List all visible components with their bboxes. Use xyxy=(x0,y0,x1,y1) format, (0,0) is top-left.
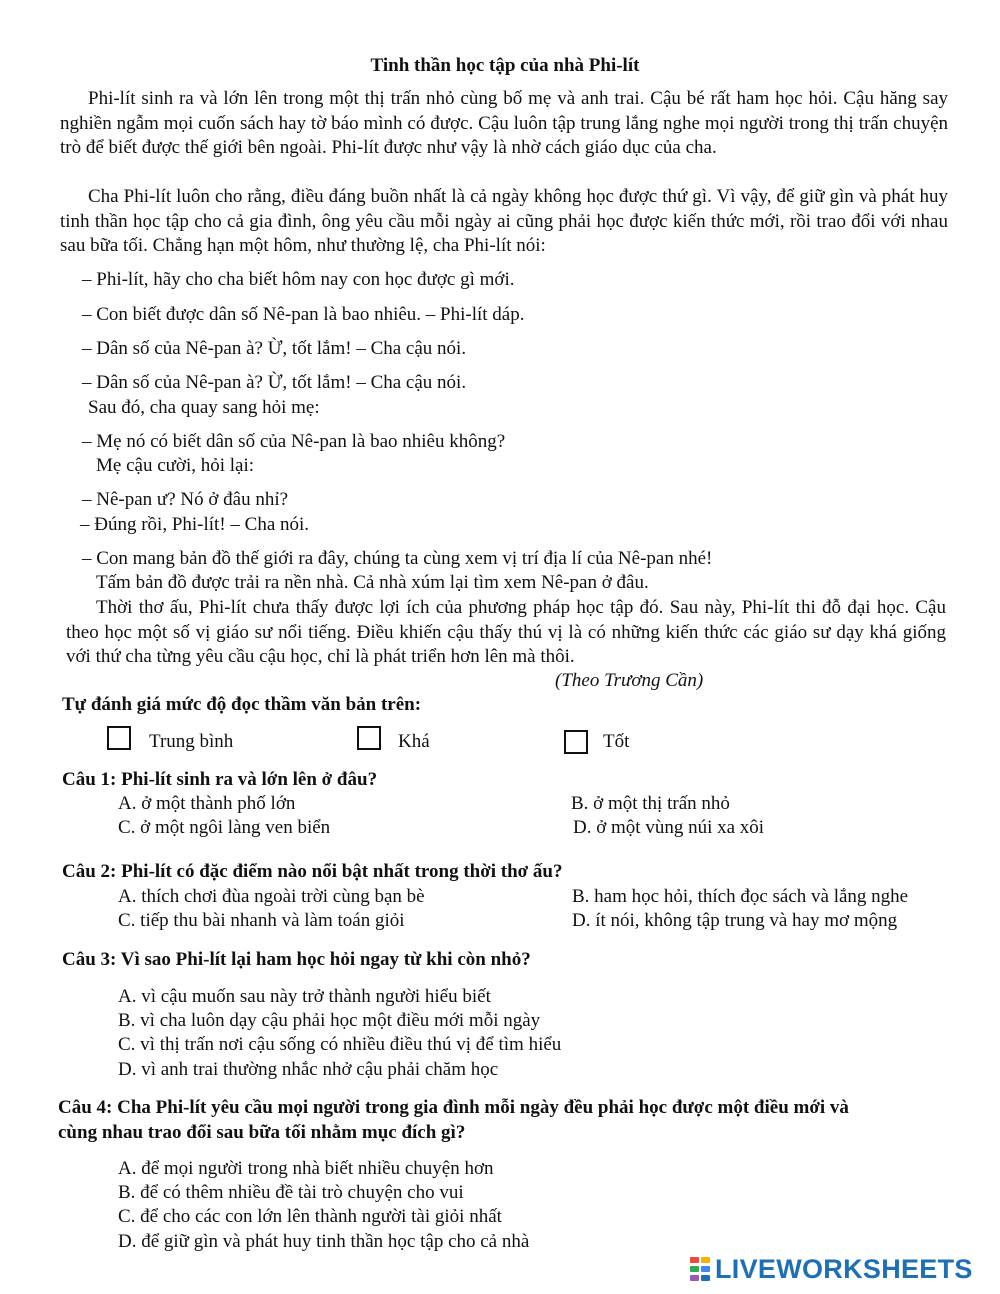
dialogue-line-7: – Đúng rồi, Phi-lít! – Cha nói. xyxy=(80,514,310,535)
narration-line-3: Tấm bản đồ được trải ra nền nhà. Cả nhà xúm lại tìm xem Nê-pan ở đâu. xyxy=(96,572,649,593)
question-2: Câu 2: Phi-lít có đặc điểm nào nổi bật nhất trong thời thơ ấu? xyxy=(62,861,563,882)
dialogue-line-3: – Dân số của Nê-pan à? Ừ, tốt lắm! – Cha cậu nói. xyxy=(82,338,467,359)
q2-answer-d[interactable]: D. ít nói, không tập trung và hay mơ mộng xyxy=(572,910,898,931)
narration-line-2: Mẹ cậu cười, hỏi lại: xyxy=(96,455,255,476)
q4-answer-a[interactable]: A. để mọi người trong nhà biết nhiều chuyện hơn xyxy=(118,1158,494,1179)
self-assessment-heading: Tự đánh giá mức độ đọc thầm văn bản trên: xyxy=(62,694,422,715)
q1-answer-b[interactable]: B. ở một thị trấn nhỏ xyxy=(571,793,730,814)
story-paragraph-3: Thời thơ ấu, Phi-lít chưa thấy được lợi ích của phương pháp học tập đó. Sau này, Phi-lít thi đỗ đại học. Cậu theo học một số vị giáo sư nổi tiếng. Điều khiến cậu thấy thú vị là có những kiến thức các giáo sư dạy khá giống với thứ cha từng yêu cầu cậu học, chỉ là phát triển hơn lên mà thôi. xyxy=(66,597,946,667)
story-paragraph-1: Phi-lít sinh ra và lớn lên trong một thị trấn nhỏ cùng bố mẹ và anh trai. Cậu bé rất ham học hỏi. Cậu hăng say nghiền ngẫm mọi cuốn sách hay tờ báo mình có được. Cậu luôn tập trung lắng nghe mọi người trong thị trấn chuyện trò để biết được thế giới bên ngoài. Phi-lít được như vậy là nhờ cách giáo dục của cha. xyxy=(60,88,948,158)
q3-answer-b[interactable]: B. vì cha luôn dạy cậu phải học một điều mới mỗi ngày xyxy=(118,1010,541,1031)
option-label-kha: Khá xyxy=(398,731,430,752)
option-label-trung-binh: Trung bình xyxy=(149,731,234,752)
liveworksheets-logo-icon xyxy=(690,1256,712,1282)
checkbox-trung-binh[interactable] xyxy=(107,726,131,750)
q3-answer-c[interactable]: C. vì thị trấn nơi cậu sống có nhiều điều thú vị để tìm hiểu xyxy=(118,1034,562,1055)
option-label-tot: Tốt xyxy=(603,731,630,752)
checkbox-tot[interactable] xyxy=(564,730,588,754)
question-4-line-1: Câu 4: Cha Phi-lít yêu cầu mọi người trong gia đình mỗi ngày đều phải học được một điều mới và xyxy=(58,1097,849,1118)
q3-answer-d[interactable]: D. vì anh trai thường nhắc nhở cậu phải chăm học xyxy=(118,1059,499,1080)
q4-answer-d[interactable]: D. để giữ gìn và phát huy tinh thần học tập cho cả nhà xyxy=(118,1231,530,1252)
dialogue-line-5: – Mẹ nó có biết dân số của Nê-pan là bao nhiêu không? xyxy=(82,431,506,452)
q1-answer-a[interactable]: A. ở một thành phố lớn xyxy=(118,793,296,814)
q4-answer-b[interactable]: B. để có thêm nhiều đề tài trò chuyện cho vui xyxy=(118,1182,464,1203)
dialogue-line-4: – Dân số của Nê-pan à? Ừ, tốt lắm! – Cha cậu nói. xyxy=(82,372,467,393)
dialogue-line-6: – Nê-pan ư? Nó ở đâu nhỉ? xyxy=(82,489,289,510)
story-paragraph-2: Cha Phi-lít luôn cho rằng, điều đáng buồn nhất là cả ngày không học được thứ gì. Vì vậy, để giữ gìn và phát huy tinh thần học tập cho cả gia đình, ông yêu cầu mỗi ngày ai cũng phải học được kiến thức mới, rồi trao đổi với nhau sau bữa tối. Chẳng hạn một hôm, như thường lệ, cha Phi-lít nói: xyxy=(60,186,948,256)
dialogue-line-2: – Con biết được dân số Nê-pan là bao nhiêu. – Phi-lít dáp. xyxy=(82,304,525,325)
dialogue-line-8: – Con mang bản đồ thế giới ra đây, chúng ta cùng xem vị trí địa lí của Nê-pan nhé! xyxy=(82,548,713,569)
checkbox-kha[interactable] xyxy=(357,726,381,750)
page-title: Tinh thần học tập của nhà Phi-lít xyxy=(370,55,640,76)
logo-text: LIVEWORKSHEETS xyxy=(715,1253,973,1284)
narration-line-1: Sau đó, cha quay sang hỏi mẹ: xyxy=(88,397,320,418)
q2-answer-a[interactable]: A. thích chơi đùa ngoài trời cùng bạn bè xyxy=(118,886,425,907)
q1-answer-c[interactable]: C. ở một ngôi làng ven biển xyxy=(118,817,331,838)
question-1: Câu 1: Phi-lít sinh ra và lớn lên ở đâu? xyxy=(62,769,378,790)
liveworksheets-logo xyxy=(690,1254,973,1284)
question-4-line-2: cùng nhau trao đổi sau bữa tối nhằm mục đích gì? xyxy=(58,1122,466,1143)
q2-answer-b[interactable]: B. ham học hỏi, thích đọc sách và lắng nghe xyxy=(572,886,909,907)
q2-answer-c[interactable]: C. tiếp thu bài nhanh và làm toán giỏi xyxy=(118,910,405,931)
dialogue-line-1: – Phi-lít, hãy cho cha biết hôm nay con học được gì mới. xyxy=(82,269,515,290)
q3-answer-a[interactable]: A. vì cậu muốn sau này trở thành người hiểu biết xyxy=(118,986,491,1007)
q1-answer-d[interactable]: D. ở một vùng núi xa xôi xyxy=(573,817,765,838)
q4-answer-c[interactable]: C. để cho các con lớn lên thành người tài giỏi nhất xyxy=(118,1206,502,1227)
question-3: Câu 3: Vì sao Phi-lít lại ham học hỏi ngay từ khi còn nhỏ? xyxy=(62,949,531,970)
story-source: (Theo Trương Cần) xyxy=(555,670,704,691)
